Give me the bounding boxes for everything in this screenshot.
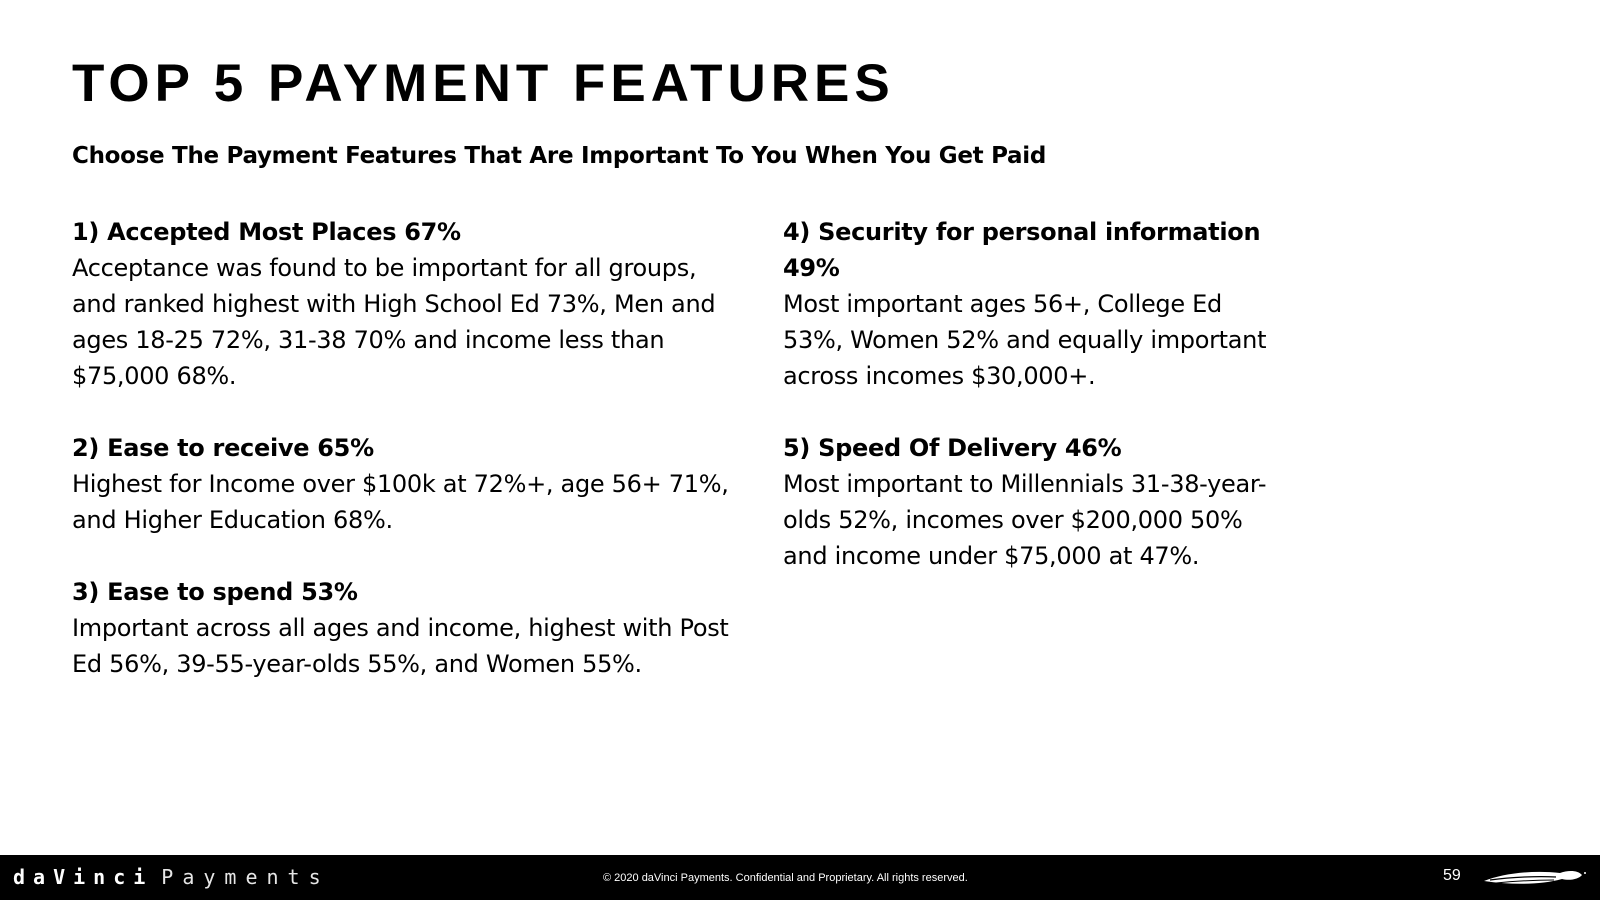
feature-item-1 [72,214,740,394]
feature-heading: 3) Ease to spend 53% [72,578,358,606]
wing-logo-icon [1482,867,1588,891]
feature-description: Most important ages 56+, College Ed 53%, Women 52% and equally important across incomes $30,000+. [783,290,1267,390]
feature-item-4 [783,214,1283,394]
feature-heading: 1) Accepted Most Places 67% [72,218,461,246]
page-title: TOP 5 PAYMENT FEATURES [72,54,895,113]
feature-item-3 [72,574,740,682]
davinci-payments-logo [13,864,330,890]
feature-description: Highest for Income over $100k at 72%+, age 56+ 71%, and Higher Education 68%. [72,470,729,534]
slide-footer [0,855,1600,900]
features-column-right [783,214,1283,610]
feature-item-2 [72,430,740,538]
page-number: 59 [1443,867,1461,884]
feature-description: Acceptance was found to be important for all groups, and ranked highest with High School Ed 73%, Men and ages 18-25 72%, 31-38 70% and income less than $75,000 68%. [72,254,716,390]
features-column-left [72,214,740,718]
page-subtitle: Choose The Payment Features That Are Important To You When You Get Paid [72,143,1046,169]
feature-heading: 5) Speed Of Delivery 46% [783,434,1122,462]
feature-heading: 4) Security for personal information 49% [783,218,1261,282]
logo-text-payments: Payments [161,865,330,889]
copyright-notice: © 2020 daVinci Payments. Confidential and Proprietary. All rights reserved. [603,872,968,884]
feature-description: Important across all ages and income, highest with Post Ed 56%, 39-55-year-olds 55%, and Women 55%. [72,614,729,678]
feature-heading: 2) Ease to receive 65% [72,434,374,462]
feature-item-5 [783,430,1283,574]
feature-description: Most important to Millennials 31-38-year-olds 52%, incomes over $200,000 50% and income under $75,000 at 47%. [783,470,1267,570]
logo-text-davinci: daVinci [13,865,154,889]
